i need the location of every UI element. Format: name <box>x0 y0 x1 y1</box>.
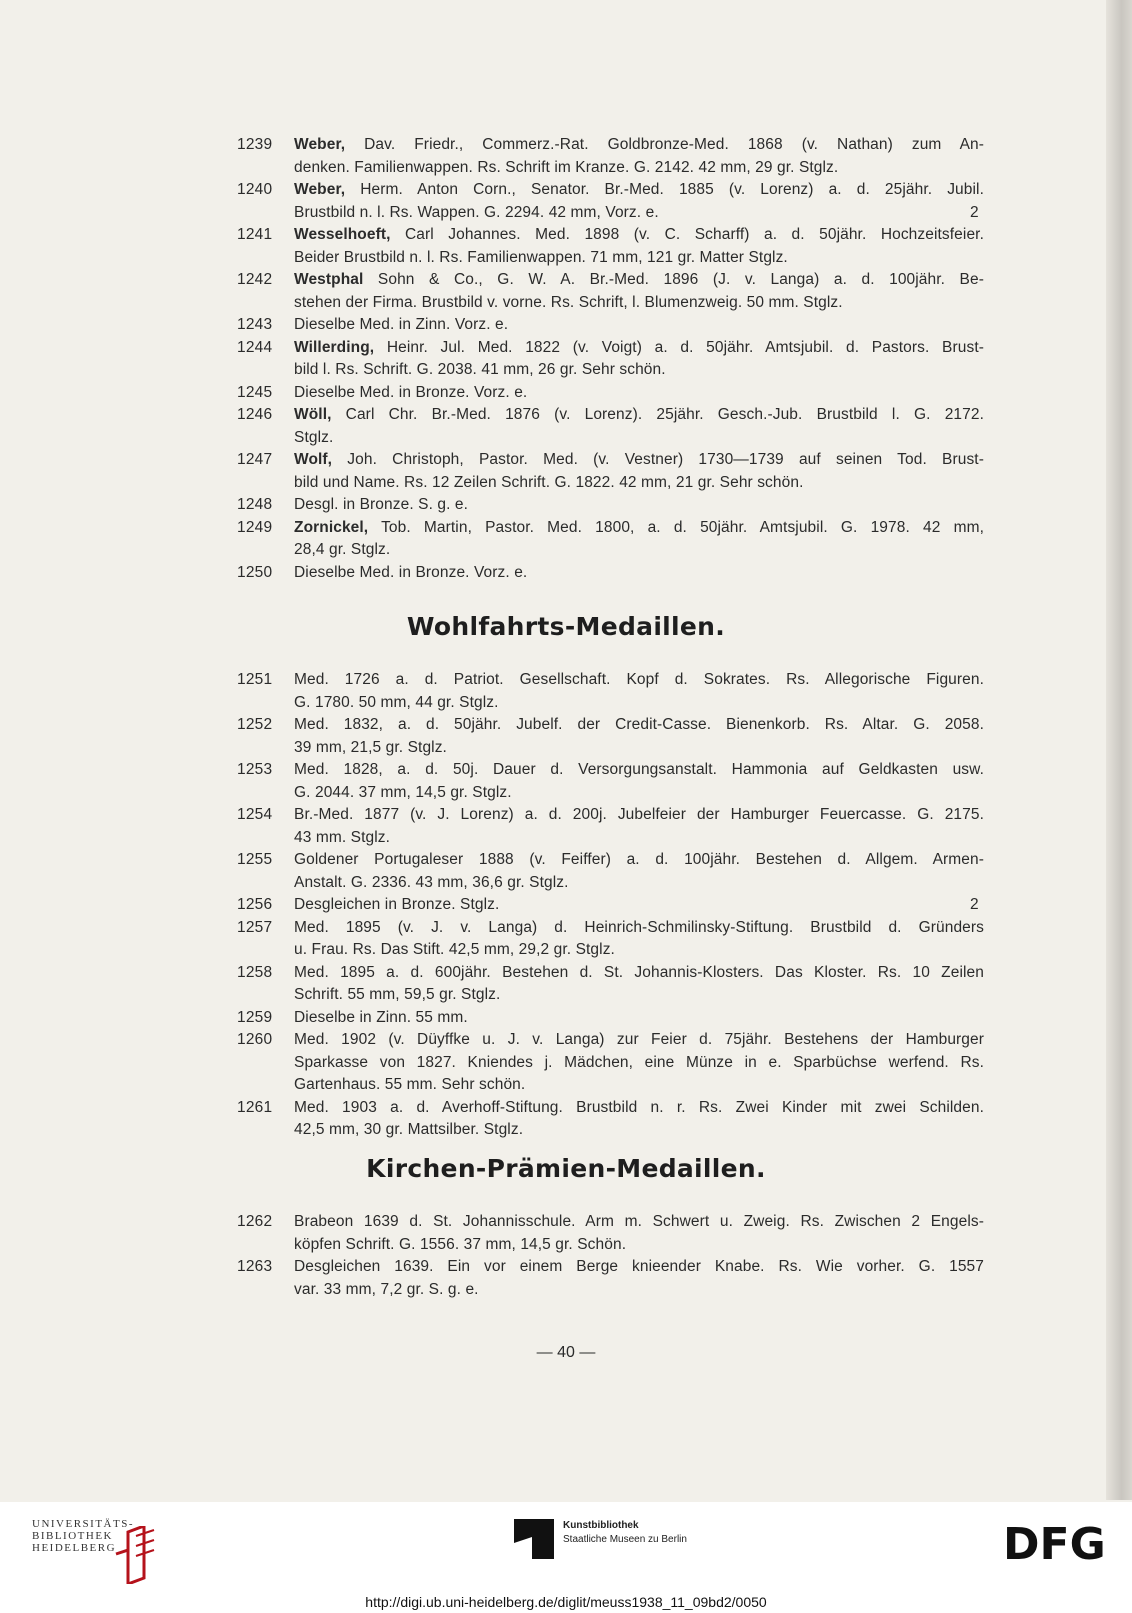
entry-line-text: Joh. Christoph, Pastor. Med. (v. Vestner) 1730—1739 auf seinen Tod. Brust- <box>347 451 984 468</box>
entry-name: Weber, <box>294 181 346 198</box>
entry-line-text: Dieselbe Med. in Zinn. Vorz. e. <box>294 316 509 333</box>
page-edge-shadow <box>1106 0 1132 1500</box>
entry-name: Weber, <box>294 136 346 153</box>
entry-number: 1240 <box>237 181 273 198</box>
ub-name-line2: BIBLIOTHEK <box>32 1530 113 1542</box>
entry-line <box>294 1119 984 1142</box>
entry-line-text: stehen der Firma. Brustbild v. vorne. Rs. Schrift, l. Blumenzweig. 50 mm. Stglz. <box>294 293 843 311</box>
entry-line-text: Dieselbe Med. in Bronze. Vorz. e. <box>294 383 528 401</box>
entry-line-text: Desgl. in Bronze. S. g. e. <box>294 496 469 513</box>
entry-number: 1246 <box>237 406 273 423</box>
entry-number: 1259 <box>237 1008 273 1026</box>
entry-text <box>294 1097 984 1142</box>
entry-line-text: u. Frau. Rs. Das Stift. 42,5 mm, 29,2 gr. Stglz. <box>294 941 615 958</box>
entry-text <box>294 1029 984 1097</box>
entry-number: 1247 <box>237 451 273 468</box>
entry-line-text: Heinr. Jul. Med. 1822 (v. Voigt) a. d. 50jähr. Amtsjubil. d. Pastors. Brust- <box>386 338 984 356</box>
dfg-logo-text: DFG <box>1003 1522 1106 1562</box>
entry-line-text: Goldener Portugaleser 1888 (v. Feiffer) a. d. 100jähr. Bestehen d. Allgem. Armen- <box>294 851 984 868</box>
entry-number: 1263 <box>237 1258 273 1275</box>
entry-line-text: Tob. Martin, Pastor. Med. 1800, a. d. 50jähr. Amtsjubil. G. 1978. 42 mm, <box>381 518 984 536</box>
entry-line-text: 42,5 mm, 30 gr. Mattsilber. Stglz. <box>294 1121 524 1138</box>
entry-line-text: Med. 1828, a. d. 50j. Dauer d. Versorgungsanstalt. Hammonia auf Geldkasten usw. <box>294 761 984 778</box>
entry-line <box>294 449 984 472</box>
entry-text <box>294 849 984 894</box>
entry-text <box>294 179 984 224</box>
page-number: — 40 — <box>536 1344 596 1361</box>
entry-text <box>294 917 984 962</box>
entry-line-text: Brustbild n. l. Rs. Wappen. G. 2294. 42 mm, Vorz. e. <box>294 203 659 221</box>
entry-line <box>294 269 984 292</box>
entry-line-text: Br.-Med. 1877 (v. J. Lorenz) a. d. 200j. Jubelfeier der Hamburger Feuercasse. G. 2175. <box>294 806 984 823</box>
entry-name: Wöll, <box>294 406 332 423</box>
entry-line <box>294 714 984 737</box>
entry-line-text: Gartenhaus. 55 mm. Sehr schön. <box>294 1076 526 1093</box>
entry-line-text: G. 1780. 50 mm, 44 gr. Stglz. <box>294 693 499 711</box>
entry-line-text: 39 mm, 21,5 gr. Stglz. <box>294 738 447 756</box>
entry-line-text: Med. 1895 (v. J. v. Langa) d. Heinrich-Schmilinsky-Stiftung. Brustbild d. Gründers <box>294 918 984 936</box>
entry-line <box>294 827 984 850</box>
entry-line <box>294 539 984 562</box>
entry-line-text: Brabeon 1639 d. St. Johannisschule. Arm m. Schwert u. Zweig. Rs. Zwischen 2 Engels- <box>294 1213 984 1230</box>
entry-line <box>294 759 984 782</box>
entry-line <box>294 804 984 827</box>
entry-line <box>294 337 984 360</box>
entry-line <box>294 782 984 805</box>
entry-line <box>294 1052 984 1075</box>
entry-number: 1249 <box>237 518 273 536</box>
entry-line <box>294 517 984 540</box>
entry-line-text: Dav. Friedr., Commerz.-Rat. Goldbronze-Med. 1868 (v. Nathan) zum An- <box>364 136 984 153</box>
entry-number: 1260 <box>237 1031 273 1048</box>
entry-line <box>294 202 984 225</box>
entry-text <box>294 562 984 585</box>
entry-line <box>294 157 984 180</box>
entry-number: 1243 <box>237 316 273 333</box>
ub-name-line1: UNIVERSITÄTS- <box>32 1518 134 1530</box>
entry-line-text: var. 33 mm, 7,2 gr. S. g. e. <box>294 1280 479 1298</box>
entry-line <box>294 894 984 917</box>
entry-number: 1251 <box>237 671 273 688</box>
entry-number: 1257 <box>237 918 273 936</box>
entry-line <box>294 292 984 315</box>
entry-number: 1239 <box>237 136 273 153</box>
entry-line <box>294 939 984 962</box>
entry-text <box>294 314 984 337</box>
entry-line <box>294 382 984 405</box>
entry-name: Wolf, <box>294 451 333 468</box>
entry-text <box>294 404 984 449</box>
entry-number: 1250 <box>237 563 273 581</box>
entry-line <box>294 134 984 157</box>
entry-name: Wesselhoeft, <box>294 226 391 243</box>
entry-number: 1254 <box>237 806 273 823</box>
entry-text <box>294 269 984 314</box>
entry-line-text: köpfen Schrift. G. 1556. 37 mm, 14,5 gr. Schön. <box>294 1235 627 1253</box>
entry-line-text: Desgleichen in Bronze. Stglz. <box>294 896 500 913</box>
entry-line-text: Med. 1903 a. d. Averhoff-Stiftung. Brustbild n. r. Rs. Zwei Kinder mit zwei Schilden. <box>294 1098 984 1116</box>
source-url[interactable]: http://digi.ub.uni-heidelberg.de/diglit/meuss1938_11_09bd2/0050 <box>365 1594 767 1610</box>
entry-line-text: Stglz. <box>294 428 334 446</box>
entry-line-text: Sohn & Co., G. W. A. Br.-Med. 1896 (J. v. Langa) a. d. 100jähr. Be- <box>377 271 984 288</box>
entry-text <box>294 669 984 714</box>
entry-line-text: Carl Johannes. Med. 1898 (v. C. Scharff) a. d. 50jähr. Hochzeitsfeier. <box>404 226 984 243</box>
entry-line <box>294 1234 984 1257</box>
entry-line <box>294 247 984 270</box>
entry-line <box>294 1097 984 1120</box>
entry-line-text: Med. 1902 (v. Düyffke u. J. v. Langa) zur Feier d. 75jähr. Bestehens der Hamburger <box>294 1031 984 1048</box>
entry-number: 1242 <box>237 271 273 288</box>
entry-line-text: Med. 1832, a. d. 50jähr. Jubelf. der Credit-Casse. Bienenkorb. Rs. Altar. G. 2058. <box>294 716 984 733</box>
entry-line <box>294 872 984 895</box>
entry-line <box>294 737 984 760</box>
entry-line <box>294 849 984 872</box>
entry-text <box>294 494 984 517</box>
entry-line <box>294 1007 984 1030</box>
entry-line-text: 43 mm. Stglz. <box>294 828 391 846</box>
kb-line1: Kunstbibliothek <box>563 1520 639 1531</box>
entry-number: 1255 <box>237 851 273 868</box>
entry-number: 1258 <box>237 963 273 981</box>
entry-line-text: Carl Chr. Br.-Med. 1876 (v. Lorenz). 25jähr. Gesch.-Jub. Brustbild l. G. 2172. <box>345 406 984 423</box>
entry-text <box>294 134 984 179</box>
entry-text <box>294 804 984 849</box>
entry-line-text: denken. Familienwappen. Rs. Schrift im Kranze. G. 2142. 42 mm, 29 gr. Stglz. <box>294 158 839 176</box>
entry-line <box>294 1279 984 1302</box>
entry-line <box>294 917 984 940</box>
dfg-logo-icon[interactable] <box>1003 1522 1108 1562</box>
entry-number: 1245 <box>237 383 273 401</box>
entry-line-text: bild l. Rs. Schrift. G. 2038. 41 mm, 26 gr. Sehr schön. <box>294 361 666 378</box>
entry-number: 1262 <box>237 1213 273 1230</box>
entry-number: 1261 <box>237 1098 273 1116</box>
entry-line <box>294 692 984 715</box>
entry-line-text: Anstalt. G. 2336. 43 mm, 36,6 gr. Stglz. <box>294 873 569 891</box>
entry-number: 1252 <box>237 716 273 733</box>
entry-text <box>294 517 984 562</box>
entry-text <box>294 337 984 382</box>
entry-line <box>294 984 984 1007</box>
section-title-kirchen: Kirchen-Prämien-Medaillen. <box>366 1154 766 1183</box>
entry-text <box>294 1007 984 1030</box>
entry-text <box>294 1211 984 1256</box>
entry-text <box>294 894 984 917</box>
entry-line <box>294 494 984 517</box>
entry-line <box>294 359 984 382</box>
entry-line-text: Sparkasse von 1827. Kniendes j. Mädchen, eine Münze in e. Sparbüchse werfend. Rs. <box>294 1053 984 1071</box>
entry-line <box>294 179 984 202</box>
entry-name: Westphal <box>294 271 364 288</box>
entry-text <box>294 1256 984 1301</box>
entry-name: Willerding, <box>294 338 375 356</box>
entry-line-text: Dieselbe Med. in Bronze. Vorz. e. <box>294 563 528 581</box>
entry-text <box>294 382 984 405</box>
entry-number: 1244 <box>237 338 273 356</box>
entry-line <box>294 962 984 985</box>
entry-line <box>294 472 984 495</box>
entry-line-text: 28,4 gr. Stglz. <box>294 541 391 558</box>
entry-line-text: Desgleichen 1639. Ein vor einem Berge knieender Knabe. Rs. Wie vorher. G. 1557 <box>294 1258 984 1275</box>
entry-line <box>294 562 984 585</box>
entry-line <box>294 1074 984 1097</box>
footer <box>0 1502 1132 1613</box>
entry-line <box>294 1256 984 1279</box>
entry-line <box>294 404 984 427</box>
entry-number: 1248 <box>237 496 273 513</box>
entry-line <box>294 1211 984 1234</box>
entry-text <box>294 759 984 804</box>
entry-text <box>294 962 984 1007</box>
entry-line <box>294 314 984 337</box>
entry-line-text: Herm. Anton Corn., Senator. Br.-Med. 1885 (v. Lorenz) a. d. 25jähr. Jubil. <box>360 181 984 198</box>
entry-text <box>294 714 984 759</box>
entry-line-text: bild und Name. Rs. 12 Zeilen Schrift. G. 1822. 42 mm, 21 gr. Sehr schön. <box>294 473 804 491</box>
entry-line-text: Dieselbe in Zinn. 55 mm. <box>294 1008 468 1026</box>
entry-line-text: Med. 1895 a. d. 600jähr. Bestehen d. St. Johannis-Klosters. Das Kloster. Rs. 10 Zeilen <box>294 963 984 981</box>
entry-text <box>294 224 984 269</box>
entry-line-text: Schrift. 55 mm, 59,5 gr. Stglz. <box>294 986 501 1003</box>
section-title-wohlfahrts: Wohlfahrts-Medaillen. <box>406 612 726 641</box>
ub-emblem-icon <box>114 1526 164 1584</box>
ub-name-line3: HEIDELBERG <box>32 1542 117 1554</box>
kunstbibliothek-logo-icon[interactable] <box>514 1519 554 1559</box>
entry-rarity-mark: 2 <box>970 896 979 913</box>
entry-line-text: G. 2044. 37 mm, 14,5 gr. Stglz. <box>294 783 512 801</box>
kb-line2: Staatliche Museen zu Berlin <box>563 1534 687 1545</box>
entry-line <box>294 224 984 247</box>
entry-line <box>294 427 984 450</box>
entry-line <box>294 1029 984 1052</box>
entry-rarity-mark: 2 <box>970 203 979 221</box>
entry-line <box>294 669 984 692</box>
kunstbibliothek-text <box>563 1519 687 1547</box>
entry-line-text: Med. 1726 a. d. Patriot. Gesellschaft. Kopf d. Sokrates. Rs. Allegorische Figuren. <box>294 671 984 688</box>
entry-line-text: Beider Brustbild n. l. Rs. Familienwappen. 71 mm, 121 gr. Matter Stglz. <box>294 248 788 266</box>
entry-number: 1253 <box>237 761 273 778</box>
entry-number: 1256 <box>237 896 273 913</box>
entry-name: Zornickel, <box>294 518 369 536</box>
ub-heidelberg-logo[interactable] <box>32 1518 134 1554</box>
entry-text <box>294 449 984 494</box>
entry-number: 1241 <box>237 226 273 243</box>
